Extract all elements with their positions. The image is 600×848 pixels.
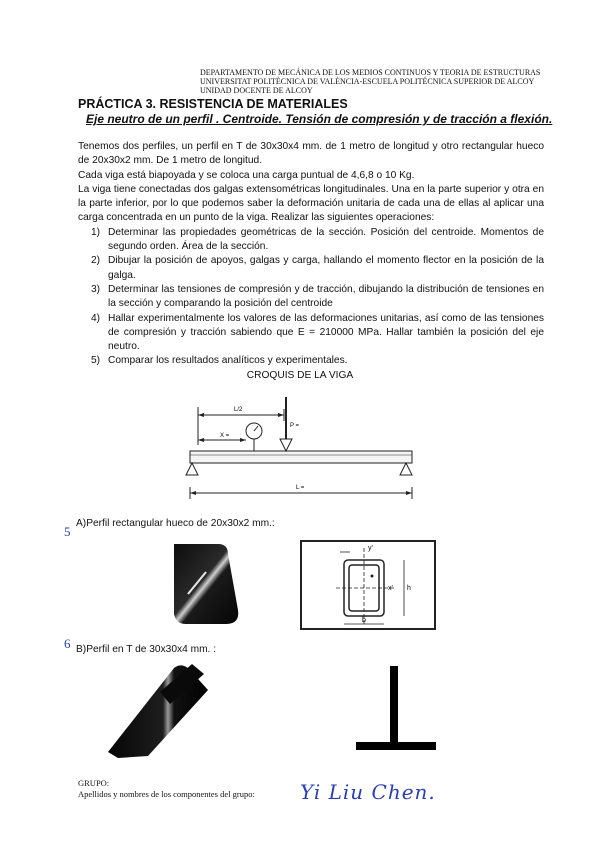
intro-paragraph-profiles: Tenemos dos perfiles, un perfil en T de 30x30x4 mm. de 1 metro de longitud y otro rectangular hueco de 20x30x2 mm. De 1 metro de longitud. bbox=[78, 141, 544, 167]
step-number: 3) bbox=[91, 283, 101, 295]
step-text: Comparar los resultados analíticos y experimentales. bbox=[108, 355, 348, 367]
y-axis-label: y' bbox=[368, 545, 373, 552]
intro-paragraph-gauges: La viga tiene conectadas dos galgas extensométricas longitudinales. Una en la parte superior y otra en la parte inferior, por lo que podemos saber la deformación unitaria de cada una de ellas al aplicar una carga concentrada en un punto de la viga. Realizar las siguientes operaciones: bbox=[78, 183, 544, 224]
step-item bbox=[78, 354, 544, 368]
group-info bbox=[78, 778, 255, 800]
handwritten-mark-a: 5 bbox=[64, 524, 71, 539]
right-support-icon bbox=[400, 463, 412, 475]
step-text: Hallar experimentalmente los valores de las deformaciones unitarias, así como de las tensiones de compresión y tracción sabiendo que E = 210000 MPa. Hallar también la posición del eje neutro. bbox=[108, 312, 544, 353]
step-item bbox=[78, 254, 544, 283]
step-number: 5) bbox=[91, 355, 101, 367]
header-line-unit: UNIDAD DOCENTE DE ALCOY bbox=[200, 86, 313, 96]
step-text: Determinar las propiedades geométricas de la sección. Posición del centroide. Momentos de segundo orden. Área de la sección. bbox=[108, 226, 544, 253]
beam-sketch-diagram bbox=[180, 393, 420, 505]
handwritten-mark-b: 6 bbox=[64, 636, 71, 651]
header-line-university: UNIVERSITAT POLITÈCNICA DE VALÈNCIA-ESCUELA POLITÉCNICA SUPERIOR DE ALCOY bbox=[200, 77, 535, 87]
handwritten-names: Yi Liu Chen. bbox=[300, 780, 436, 804]
rectangular-tube-photo-icon bbox=[166, 540, 246, 628]
group-label: GRUPO: bbox=[78, 778, 110, 788]
step-item bbox=[78, 283, 544, 312]
x-axis-label: x' bbox=[388, 585, 393, 592]
beam-rect bbox=[190, 451, 412, 463]
header-line-department: DEPARTAMENTO DE MECÁNICA DE LOS MEDIOS CONTINUOS Y TEORIA DE ESTRUCTURAS bbox=[200, 68, 541, 77]
rectangular-section-drawing bbox=[300, 540, 436, 630]
l-label: L = bbox=[296, 485, 305, 491]
step-number: 1) bbox=[91, 226, 101, 238]
profile-b-label: B)Perfil en T de 30x30x4 mm. : bbox=[76, 644, 217, 655]
practice-subtitle: Eje neutro de un perfil . Centroide. Tensión de compresión y de tracción a flexión. bbox=[86, 112, 553, 126]
step-text: Dibujar la posición de apoyos, galgas y carga, hallando el momento flector en la posición de la galga. bbox=[108, 255, 544, 281]
members-label: Apellidos y nombres de los componentes del grupo: bbox=[78, 789, 255, 799]
half-length-label: L/2 bbox=[234, 407, 243, 413]
step-number: 2) bbox=[91, 255, 101, 267]
intro-paragraph-load: Cada viga está biapoyada y se coloca una carga puntual de 4,6,8 o 10 Kg. bbox=[78, 169, 415, 181]
height-label: h bbox=[407, 585, 411, 592]
x-label: X = bbox=[220, 433, 230, 439]
practice-title: PRÁCTICA 3. RESISTENCIA DE MATERIALES bbox=[78, 97, 348, 111]
step-item bbox=[78, 312, 544, 355]
p-label: P = bbox=[290, 423, 300, 429]
instructions-body bbox=[78, 140, 544, 369]
step-number: 4) bbox=[91, 312, 101, 324]
t-section-drawing bbox=[354, 662, 438, 758]
t-profile-photo-icon bbox=[104, 660, 214, 760]
beam-sketch-caption: CROQUIS DE LA VIGA bbox=[246, 370, 354, 381]
step-text: Determinar las tensiones de compresión y de tracción, dibujando la distribución de tensiones en la sección y comparando la posición del centroide bbox=[108, 283, 544, 310]
t-section-flange bbox=[356, 742, 436, 750]
width-label: b bbox=[362, 617, 366, 624]
step-item bbox=[78, 226, 544, 255]
profile-a-label: A)Perfil rectangular hueco de 20x30x2 mm.: bbox=[76, 518, 275, 529]
steps-list bbox=[78, 226, 544, 369]
department-header bbox=[200, 68, 590, 96]
t-section-web bbox=[390, 666, 398, 744]
left-support-icon bbox=[186, 463, 198, 475]
